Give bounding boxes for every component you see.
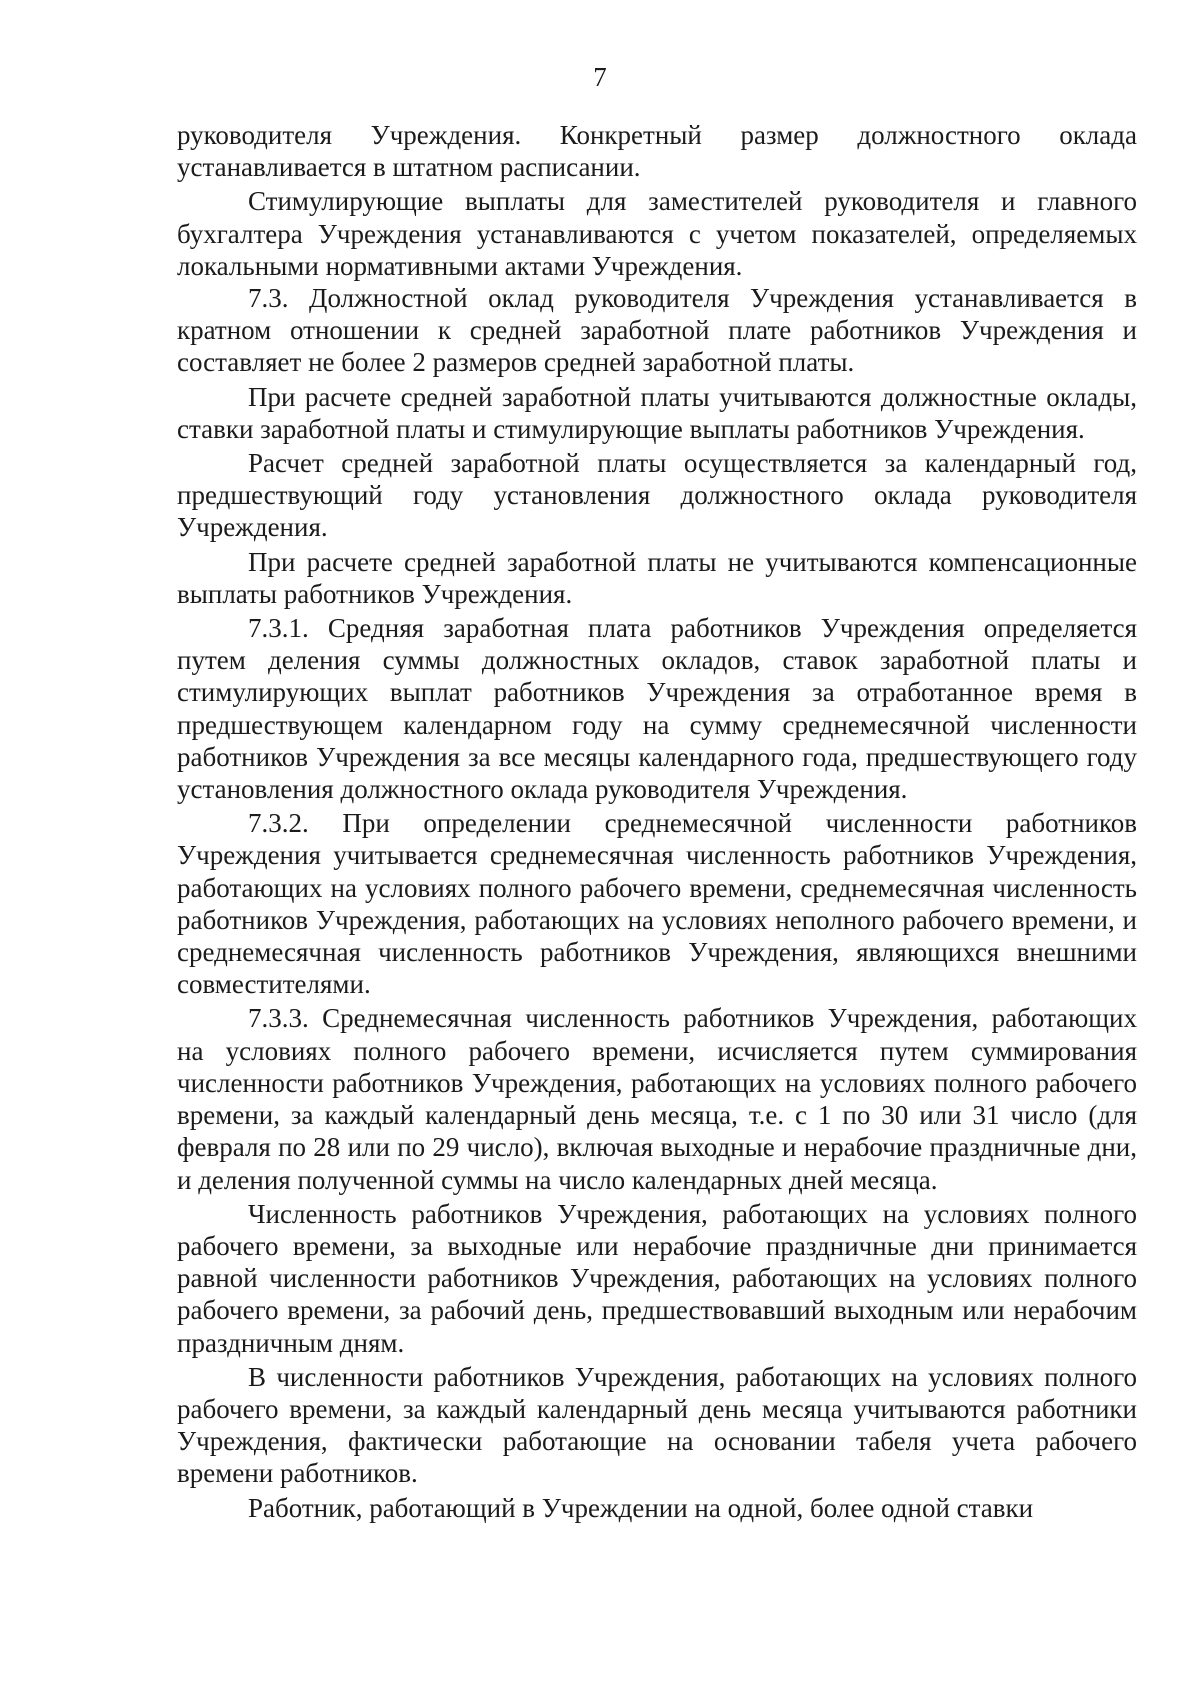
paragraph: 7.3.3. Среднемесячная численность работников Учреждения, работающих на условиях полного рабочего времени, исчисляется путем суммирования численности работников Учреждения, работающих на условиях полного рабочего времени, за каждый календарный день месяца, т.е. с 1 по 30 или 31 число (для февраля по 28 или по 29 число), включая выходные и нерабочие праздничные дни, и деления полученной суммы на число календарных дней месяца. [177, 1003, 1137, 1195]
page-number: 7 [593, 62, 607, 92]
paragraph: Работник, работающий в Учреждении на одной, более одной ставки [248, 1492, 1034, 1523]
paragraph: При расчете средней заработной платы не учитываются компенсационные выплаты работников Учреждения. [177, 546, 1137, 609]
paragraph: Стимулирующие выплаты для заместителей руководителя и главного бухгалтера Учреждения устанавливаются с учетом показателей, определяемых локальными нормативными актами Учреждения. [177, 186, 1137, 281]
paragraph: Численность работников Учреждения, работающих на условиях полного рабочего времени, за выходные или нерабочие праздничные дни принимается равной численности работников Учреждения, работающих на условиях полного рабочего времени, за рабочий день, предшествовавший выходным или нерабочим праздничным дням. [177, 1198, 1137, 1358]
document-body [177, 119, 1137, 1524]
paragraph: В численности работников Учреждения, работающих на условиях полного рабочего времени, за каждый календарный день месяца учитываются работники Учреждения, фактически работающие на основании табеля учета рабочего времени работников. [177, 1361, 1137, 1489]
paragraph: 7.3. Должностной оклад руководителя Учреждения устанавливается в кратном отношении к средней заработной плате работников Учреждения и составляет не более 2 размеров средней заработной платы. [177, 283, 1137, 378]
paragraph: Расчет средней заработной платы осуществляется за календарный год, предшествующий году установления должностного оклада руководителя Учреждения. [177, 448, 1137, 543]
paragraph: При расчете средней заработной платы учитываются должностные оклады, ставки заработной платы и стимулирующие выплаты работников Учреждения. [177, 381, 1137, 444]
paragraph: 7.3.2. При определении среднемесячной численности работников Учреждения учитывается среднемесячная численность работников Учреждения, работающих на условиях полного рабочего времени, среднемесячная численность работников Учреждения, работающих на условиях неполного рабочего времени, и среднемесячная численность работников Учреждения, являющихся внешними совместителями. [177, 808, 1137, 1000]
paragraph: 7.3.1. Средняя заработная плата работников Учреждения определяется путем деления суммы должностных окладов, ставок заработной платы и стимулирующих выплат работников Учреждения за отработанное время в предшествующем календарном году на сумму среднемесячной численности работников Учреждения за все месяцы календарного года, предшествующего году установления должностного оклада руководителя Учреждения. [177, 613, 1137, 805]
paragraph: руководителя Учреждения. Конкретный размер должностного оклада устанавливается в штатном расписании. [177, 120, 1137, 183]
